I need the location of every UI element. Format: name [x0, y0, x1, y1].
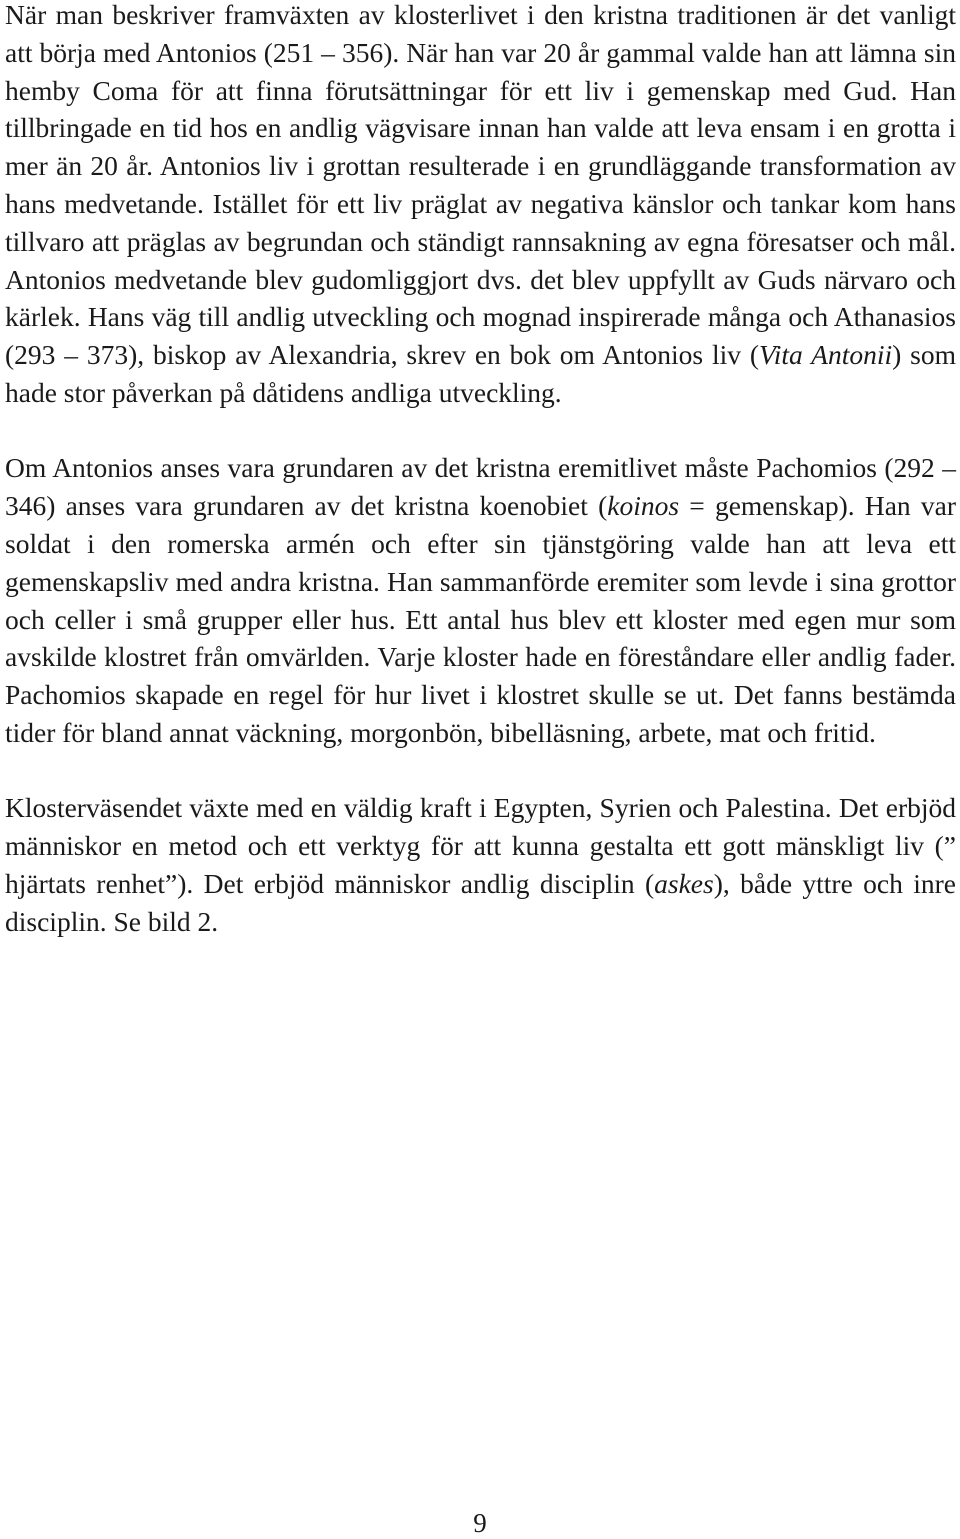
document-page — [5, 0, 956, 941]
text-segment: ), både yttre och inre disciplin. Se bild 2. — [5, 867, 956, 937]
italic-term-askes: askes — [654, 867, 714, 899]
paragraph-antonios — [5, 0, 956, 412]
text-segment: När man beskriver framväxten av klosterlivet i den kristna traditionen är det vanligt att börja med Antonios (251 – 356). När han var 20 år gammal valde han att lämna sin hemby Coma för att finna förutsättningar för ett liv i gemenskap med Gud. Han tillbringade en tid hos en andlig vägvisare innan han valde att leva ensam i en grotta i mer än 20 år. Antonios liv i grottan resulterade i en grundläggande transformation av hans medvetande. Istället för ett liv präglat av negativa känslor och tankar kom hans tillvaro att präglas av begrundan och ständigt rannsakning av egna föresatser och mål. Antonios medvetande blev gudomliggjort dvs. det blev uppfyllt av Guds närvaro och kärlek. Hans väg till andlig utveckling och mognad inspirerade många och Athanasios (293 – 373), biskop av Alexandria, skrev en bok om Antonios liv ( — [5, 0, 956, 371]
text-segment: = gemenskap). Han var soldat i den romerska armén och efter sin tjänstgöring valde han att leva ett gemenskapsliv med andra kristna. Han sammanförde eremiter som levde i sina grottor och celler i små grupper eller hus. Ett antal hus blev ett kloster med egen mur som avskilde klostret från omvärlden. Varje kloster hade en föreståndare eller andlig fader. Pachomios skapade en regel för hur livet i klostret skulle se ut. Det fanns bestämda tider för bland annat väckning, morgonbön, bibelläsning, arbete, mat och fritid. — [5, 490, 956, 748]
text-segment: Klosterväsendet växte med en väldig kraft i Egypten, Syrien och Palestina. Det erbjöd människor en metod och ett verktyg för att kunna gestalta ett gott mänskligt liv (” hjärtats renhet”). Det erbjöd människor andlig disciplin ( — [5, 792, 956, 899]
paragraph-klostervasendet — [5, 789, 956, 940]
text-segment: ) som hade stor påverkan på dåtidens andliga utveckling. — [5, 339, 957, 408]
italic-term-koinos: koinos — [607, 490, 680, 522]
page-number: 9 — [473, 1508, 487, 1538]
text-segment: Om Antonios anses vara grundaren av det kristna eremitlivet måste Pachomios (292 – 346) anses vara grundaren av det kristna koenobiet ( — [5, 452, 956, 522]
paragraph-pachomios — [5, 449, 956, 751]
italic-term-vita-antonii: Vita Antonii — [759, 339, 893, 371]
